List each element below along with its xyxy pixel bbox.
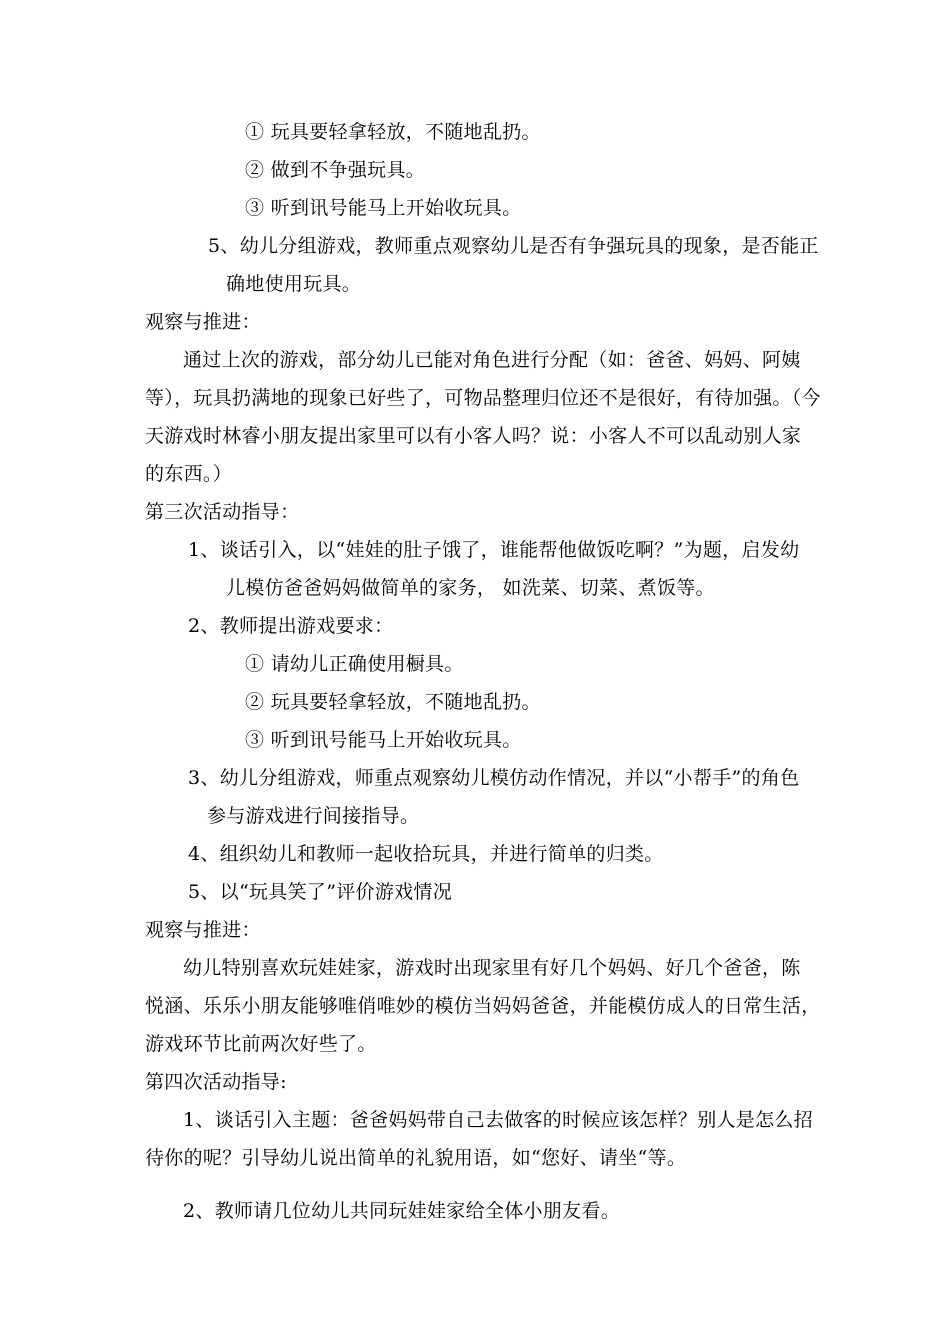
rule-item-3: ③ 听到讯号能马上开始收玩具。 <box>245 197 522 219</box>
observation-paragraph-2-line-2: 悦涵、乐乐小朋友能够唯俏唯妙的模仿当妈妈爸爸，并能模仿成人的日常生活， <box>145 995 821 1017</box>
third-step-3-line-2: 参与游戏进行间接指导。 <box>207 805 420 827</box>
fourth-step-2: 2、教师请几位幼儿共同玩娃娃家给全体小朋友看。 <box>183 1200 620 1222</box>
third-activity-heading: 第三次活动指导： <box>145 501 300 523</box>
observation-paragraph-1-line-1: 通过上次的游戏，部分幼儿已能对角色进行分配（如：爸爸、妈妈、阿姨 <box>183 349 801 371</box>
third-step-5: 5、以“玩具笑了”评价游戏情况 <box>188 881 453 903</box>
rule-item-1: ① 玩具要轻拿轻放，不随地乱扔。 <box>245 121 541 143</box>
third-step-3-line-1: 3、幼儿分组游戏，师重点观察幼儿模仿动作情况，并以“小帮手”的角色 <box>188 767 800 789</box>
observation-heading-2: 观察与推进： <box>145 919 261 941</box>
rule-item-2: ② 做到不争强玩具。 <box>245 159 426 181</box>
observation-heading-1: 观察与推进： <box>145 311 261 333</box>
step-5-line-1: 5、幼儿分组游戏，教师重点观察幼儿是否有争强玩具的现象，是否能正 <box>208 235 819 257</box>
observation-paragraph-2-line-3: 游戏环节比前两次好些了。 <box>145 1033 377 1055</box>
step-5-line-2: 确地使用玩具。 <box>226 273 362 295</box>
third-step-4: 4、组织幼儿和教师一起收拾玩具，并进行简单的归类。 <box>188 843 664 865</box>
third-rule-item-3: ③ 听到讯号能马上开始收玩具。 <box>245 729 522 751</box>
observation-paragraph-2-line-1: 幼儿特别喜欢玩娃娃家，游戏时出现家里有好几个妈妈、好几个爸爸，陈 <box>183 957 801 979</box>
observation-paragraph-1-line-3: 天游戏时林睿小朋友提出家里可以有小客人吗？说：小客人不可以乱动别人家 <box>145 425 802 447</box>
third-step-1-line-1: 1、谈话引入，以“娃娃的肚子饿了，谁能帮他做饭吃啊？”为题，启发幼 <box>188 539 800 561</box>
third-step-1-line-2: 儿模仿爸爸妈妈做简单的家务， 如洗菜、切菜、煮饭等。 <box>226 577 715 599</box>
fourth-step-1-line-1: 1、谈话引入主题：爸爸妈妈带自己去做客的时候应该怎样？别人是怎么招 <box>183 1109 813 1131</box>
observation-paragraph-1-line-4: 的东西。） <box>145 463 233 485</box>
fourth-step-1-line-2: 待你的呢？引导幼儿说出简单的礼貌用语，如“您好、请坐“等。 <box>145 1147 687 1169</box>
third-rule-item-2: ② 玩具要轻拿轻放，不随地乱扔。 <box>245 691 541 713</box>
third-rule-item-1: ① 请幼儿正确使用橱具。 <box>245 653 464 675</box>
fourth-activity-heading: 第四次活动指导: <box>145 1071 287 1093</box>
observation-paragraph-1-line-2: 等），玩具扔满地的现象已好些了，可物品整理归位还不是很好，有待加强。（今 <box>145 387 821 409</box>
third-step-2: 2、教师提出游戏要求： <box>188 615 394 637</box>
